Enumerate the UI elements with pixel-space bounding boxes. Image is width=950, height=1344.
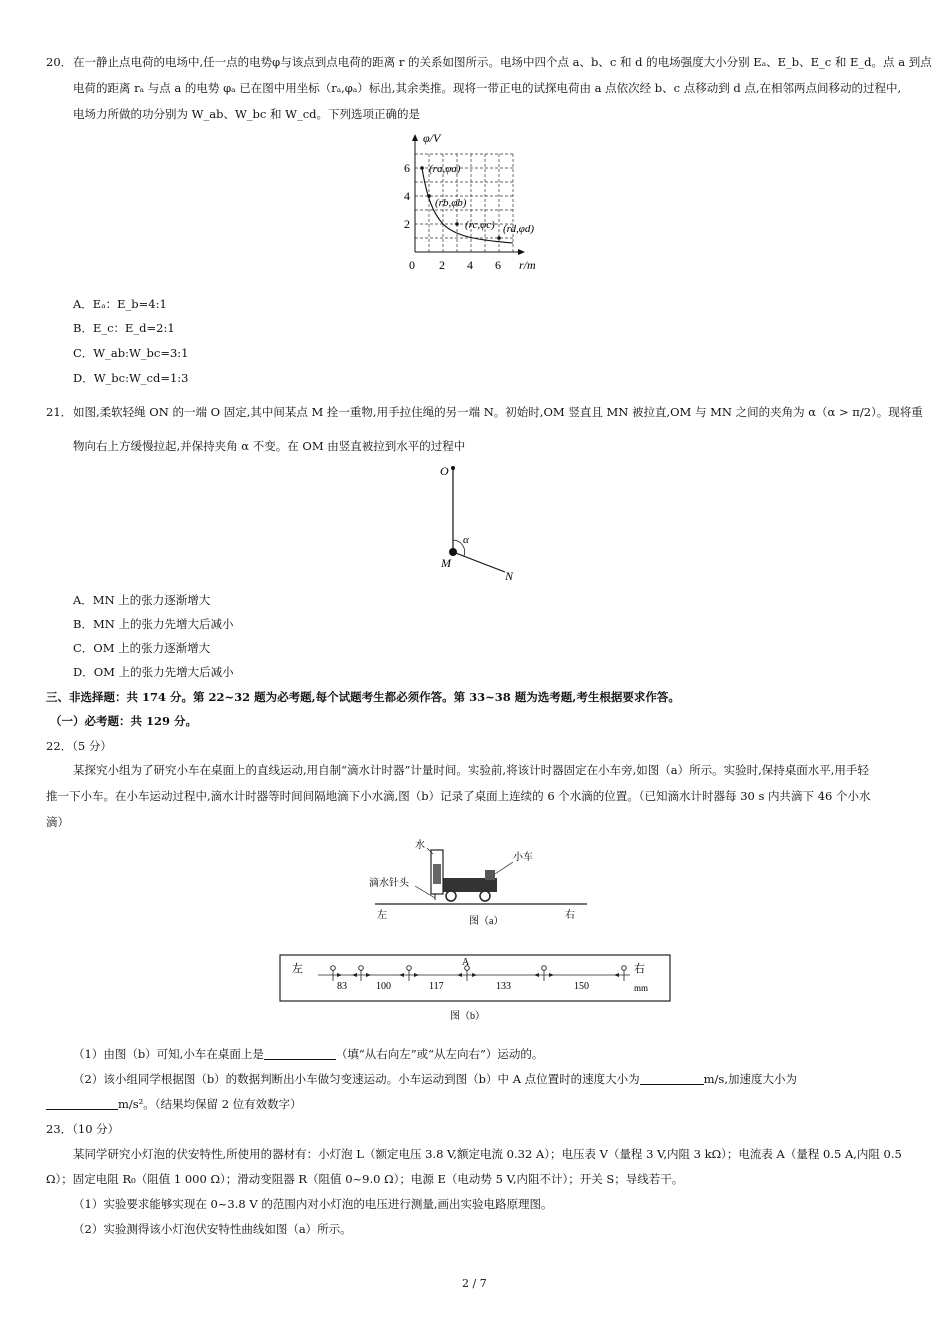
answer-blank-velocity[interactable]	[640, 1072, 704, 1085]
graph-x-label: r/m	[519, 258, 536, 272]
q21-option-a: A．MN 上的张力逐渐增大	[73, 593, 211, 607]
graph-origin: 0	[409, 258, 415, 272]
point-a-label: (ra,φa)	[429, 163, 461, 175]
q22-part-1-prompt: （1）由图（b）可知,小车在桌面上是	[73, 1047, 264, 1061]
answer-blank-acceleration[interactable]	[46, 1097, 118, 1110]
gap-5: 150	[574, 981, 589, 992]
q20-number: 20．	[46, 55, 73, 69]
fig-a-right-label: 右	[565, 910, 575, 921]
q22-line-1: 某探究小组为了研究小车在桌面上的直线运动,用自制“滴水计时器”计量时间。实验前,将该计时器固定在小车旁,如图（a）所示。实验时,保持桌面水平,用手轻	[73, 763, 869, 777]
q20-line-1: 在一静止点电荷的电场中,任一点的电势φ与该点到点电荷的距离 r 的关系如图所示。电场中四个点 a、b、c 和 d 的电场强度大小分别 Eₐ、E_b、E_c 和 E_d。点 a 到点	[73, 55, 932, 69]
point-d-label: (rd,φd)	[503, 223, 535, 235]
q22-number: 22．（5 分）	[46, 739, 112, 753]
q20-line-3: 电场力所做的功分别为 W_ab、W_bc 和 W_cd。下列选项正确的是	[73, 107, 420, 121]
q22-part-2	[73, 1071, 797, 1087]
page-number: 2 / 7	[462, 1277, 487, 1290]
x-tick-6: 6	[495, 258, 501, 272]
point-c-label: (rc,φc)	[465, 219, 495, 231]
x-tick-2: 2	[439, 258, 445, 272]
q21-option-b: B．MN 上的张力先增大后减小	[73, 617, 234, 631]
point-b-label: (rb,φb)	[435, 197, 467, 209]
section-3-heading: 三、非选择题：共 174 分。第 22~32 题为必考题,每个试题考生都必须作答。第 33~38 题为选考题,考生根据要求作答。	[46, 690, 680, 704]
gap-2: 100	[376, 981, 391, 992]
water-label: 水	[415, 840, 425, 851]
point-A-label: A	[462, 957, 470, 968]
gap-1: 83	[337, 981, 347, 992]
x-tick-4: 4	[467, 258, 473, 272]
graph-y-label: φ/V	[423, 131, 441, 145]
figure-a-cart	[365, 836, 595, 932]
fig-b-caption: 图（b）	[450, 1011, 485, 1022]
potential-distance-graph	[395, 128, 555, 278]
q21-number: 21．	[46, 405, 73, 419]
point-M-label: M	[441, 556, 451, 570]
q21-line-1: 如图,柔软轻绳 ON 的一端 O 固定,其中间某点 M 拴一重物,用手拉住绳的另一端 N。初始时,OM 竖直且 MN 被拉直,OM 与 MN 之间的夹角为 α（α > π/2）。现将重	[73, 405, 923, 419]
q21-option-d: D．OM 上的张力先增大后减小	[73, 665, 234, 679]
q22-part-2-end: m/s²。（结果均保留 2 位有效数字）	[118, 1097, 302, 1111]
q23-line-1: 某同学研究小灯泡的伏安特性,所使用的器材有：小灯泡 L（额定电压 3.8 V,额定电流 0.32 A）；电压表 V（量程 3 V,内阻 3 kΩ）；电流表 A（量程 0.5 A,内阻 0.5	[73, 1147, 902, 1161]
q20-line-2: 电荷的距离 rₐ 与点 a 的电势 φₐ 已在图中用坐标（rₐ,φₐ）标出,其余类推。现将一带正电的试探电荷由 a 点依次经 b、c 点移动到 d 点,在相邻两点间移动的过程中,	[73, 81, 902, 95]
fig-b-left-label: 左	[292, 963, 303, 975]
section-3a-heading: （一）必考题：共 129 分。	[50, 714, 198, 728]
q23-number: 23．（10 分）	[46, 1122, 120, 1136]
q23-line-2: Ω）；固定电阻 R₀（阻值 1 000 Ω）；滑动变阻器 R（阻值 0~9.0 Ω）；电源 E（电动势 5 V,内阻不计）；开关 S；导线若干。	[46, 1172, 684, 1186]
answer-blank-direction[interactable]	[264, 1047, 336, 1060]
q21-line-2: 物向右上方缓慢拉起,并保持夹角 α 不变。在 OM 由竖直被拉到水平的过程中	[73, 439, 466, 453]
q20-option-a: A．Eₐ：E_b=4:1	[73, 297, 167, 311]
q22-part-2-prompt: （2）该小组同学根据图（b）的数据判断出小车做匀变速运动。小车运动到图（b）中 A 点位置时的速度大小为	[73, 1072, 640, 1086]
q21-option-c: C．OM 上的张力逐渐增大	[73, 641, 211, 655]
angle-alpha-label: α	[463, 534, 469, 546]
fig-b-right-label: 右	[634, 963, 645, 975]
point-O-label: O	[440, 464, 449, 478]
q20-option-b: B．E_c：E_d=2:1	[73, 321, 175, 335]
q23-part-1: （1）实验要求能够实现在 0~3.8 V 的范围内对小灯泡的电压进行测量,画出实验电路原理图。	[73, 1197, 553, 1211]
fig-b-unit: mm	[634, 983, 649, 993]
rope-diagram	[425, 458, 535, 586]
q23-part-2: （2）实验测得该小灯泡伏安特性曲线如图（a）所示。	[73, 1222, 352, 1236]
point-N-label: N	[505, 569, 514, 583]
y-tick-6: 6	[404, 161, 410, 175]
gap-3: 117	[429, 981, 444, 992]
q22-line-3: 滴）	[46, 815, 69, 829]
needle-label: 滴水针头	[369, 878, 409, 889]
q20-option-c: C．W_ab:W_bc=3:1	[73, 346, 189, 360]
q22-part-2-mid: m/s,加速度大小为	[703, 1072, 797, 1086]
q20-option-d: D．W_bc:W_cd=1:3	[73, 371, 189, 385]
figure-b-drops	[278, 951, 678, 1023]
q22-line-2: 推一下小车。在小车运动过程中,滴水计时器等时间间隔地滴下小水滴,图（b）记录了桌面上连续的 6 个水滴的位置。（已知滴水计时器每 30 s 内共滴下 46 个小水	[46, 789, 871, 803]
fig-a-caption: 图（a）	[469, 916, 504, 927]
fig-a-left-label: 左	[377, 910, 387, 921]
cart-label: 小车	[513, 852, 533, 863]
q22-part-1-hint: （填“从右向左”或“从左向右”）运动的。	[335, 1047, 544, 1061]
gap-4: 133	[496, 981, 511, 992]
y-tick-4: 4	[404, 189, 410, 203]
q22-part-2-continued	[46, 1096, 302, 1112]
q22-part-1	[73, 1046, 543, 1062]
y-tick-2: 2	[404, 217, 410, 231]
